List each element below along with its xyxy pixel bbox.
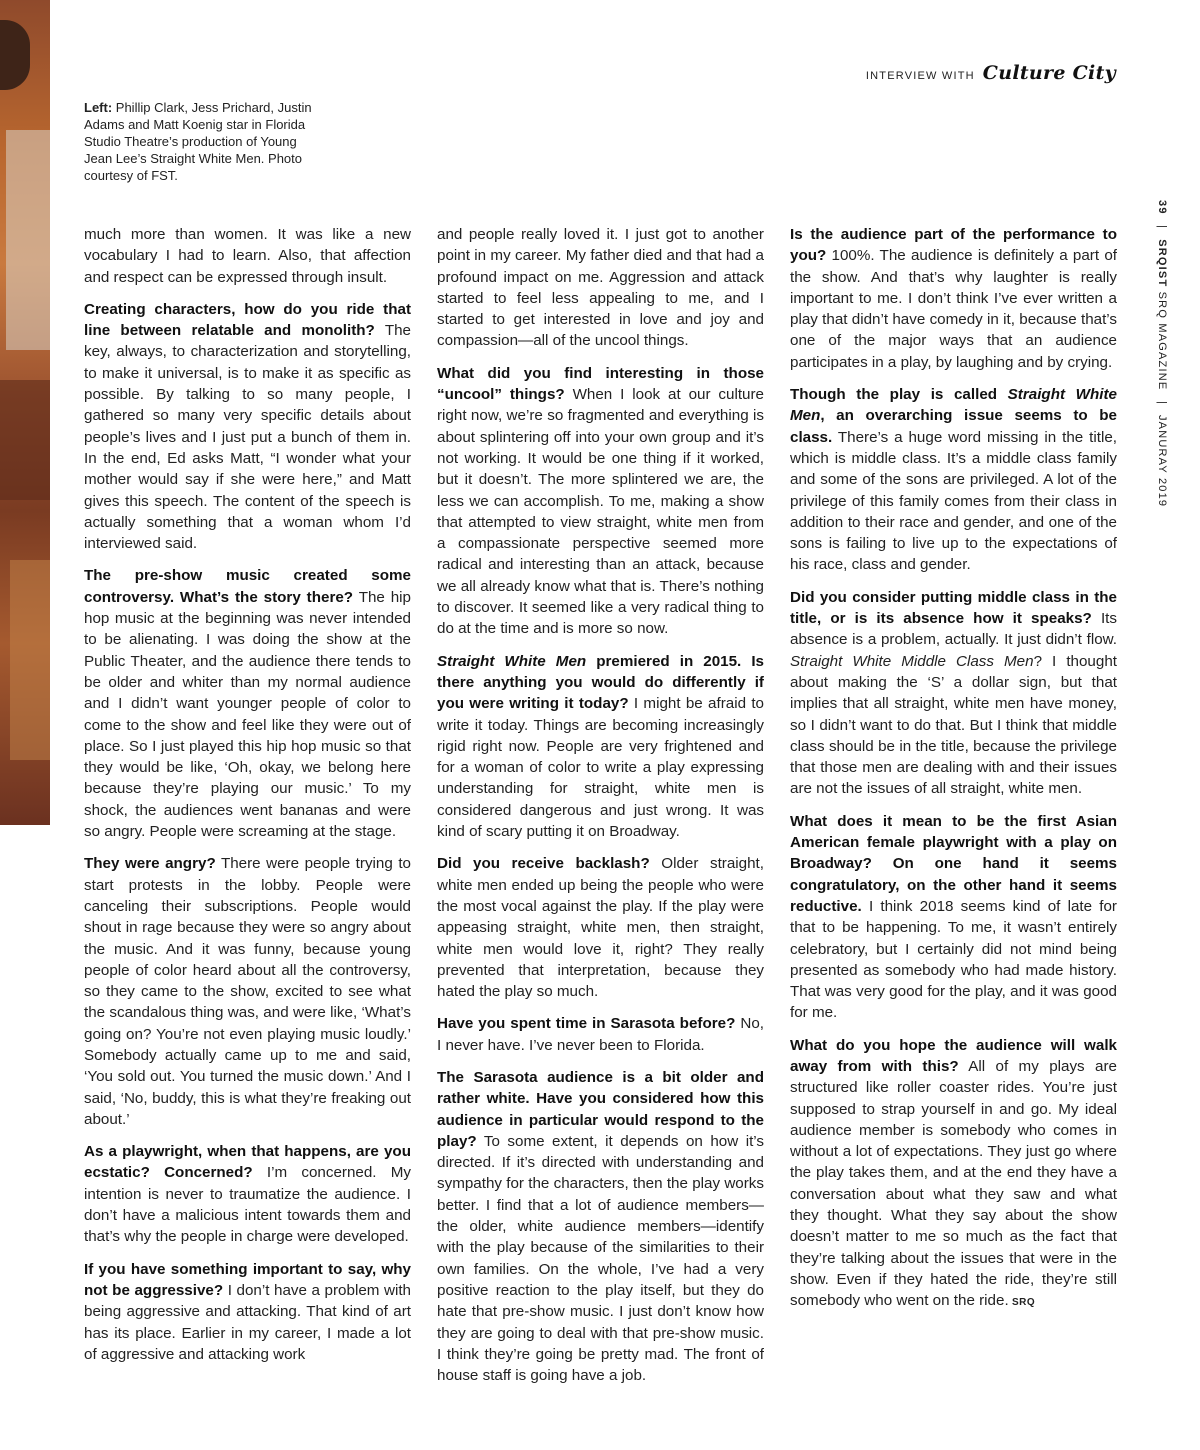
question-text: Though the play is called (790, 386, 1008, 404)
qa-paragraph (84, 853, 411, 1130)
answer-text: All of my plays are structured like roller coaster rides. You’re just supposed to strap yourself in and go. My ideal audience member is somebody who comes in without a lot of expectations. They just go where the play takes them, and at the end they have a conversation about what they saw and what they thought. What they say about the show doesn’t matter to me so much as the fact that they’re talking about the issues that were in the show. Even if they hated the ride, they’re still somebody who went on the ride. (790, 1057, 1117, 1310)
answer-text: and people really loved it. I just got to another point in my career. My father died and that had a profound impact on me. Aggression and attack started to feel less appealing to me, and I started to get interested in love and joy and compassion—all of the uncool things. (437, 226, 764, 350)
folio-magazine: SRQ MAGAZINE (1156, 287, 1168, 395)
qa-paragraph (84, 565, 411, 842)
caption-label: Left: (84, 100, 113, 115)
answer-text: I think 2018 seems kind of late for that to be happening. To me, it wasn’t entirely celebratory, but I certainly did not mind being presented as somebody who had made history. That was very good for the play, and it was good for me. (790, 897, 1117, 1022)
answer-text: There were people trying to start protests in the lobby. People were canceling their subscriptions. People would shout in rage because they were so angry about the music. And it was funny, because young people of color heard about all the controversy, so they came to the show, excited to see what the scandalous thing was, and were like, ‘What’s going on? You’re not even playing music loudly.’ Somebody actually came up to me and said, ‘You sold out. You turned the music down.’ And I said, ‘No, buddy, this is what they’re freaking out about.’ (84, 855, 411, 1128)
caption-text: Phillip Clark, Jess Prichard, Justin Adams and Matt Koenig star in Florida Studio Theatre’s production of Young Jean Lee’s Straight White Men. Photo courtesy of FST. (84, 100, 312, 183)
qa-paragraph (84, 1141, 411, 1247)
answer-text: much more than women. It was like a new vocabulary I had to learn. Also, that affection and respect can be expressed through insult. (84, 226, 411, 286)
qa-paragraph (437, 853, 764, 1002)
srq-signoff: SRQ (1008, 1297, 1036, 1309)
photo-edge (0, 0, 50, 825)
qa-paragraph (790, 1035, 1117, 1314)
question: If you have something important to say, why not be aggressive? (84, 1260, 411, 1299)
answer-text: To some extent, it depends on how it’s directed. If it’s directed with understanding and sympathy for the characters, then the play works better. I find that a lot of audience members—the older, white audience members—identify with the play because of the similarities to their own families. On the whole, I’ve had a very positive reaction to the play itself, but they do hate that pre-show music. I just don’t know how they are going to deal with that pre-show music. I think they’re going be pretty mad. The front of house staff is going have a job. (437, 1132, 764, 1385)
paragraph (437, 224, 764, 352)
answer-text: Older straight, white men ended up being the people who were the most vocal against the play. If the play were appeasing straight, white men, then straight, white men would love it, right? They really prevented that interpretation, because they hated the play so much. (437, 855, 764, 1001)
photo-caption (84, 99, 314, 184)
answer-text: I’m concerned. My intention is never to traumatize the audience. I don’t have a malicious intent towards them and that’s why the people in charge were developed. (84, 1164, 412, 1246)
qa-paragraph (84, 299, 411, 555)
folio-section: SRQIST (1156, 239, 1168, 288)
alt-title: Straight White Middle Class Men (790, 652, 1034, 670)
answer-text: No, I never have. I’ve never been to Florida. (437, 1015, 764, 1054)
question: As a playwright, when that happens, are you ecstatic? Concerned? (84, 1143, 411, 1182)
play-title: Straight White Men (437, 652, 587, 670)
photo-shape (0, 20, 30, 90)
question: What do you hope the audience will walk away from with this? (790, 1036, 1117, 1075)
answer-text: 100%. The audience is definitely a part of the show. And that’s why laughter is really important to me. I don’t think I’ve ever written a play that didn’t have comedy in it, because that’s one of the major ways that an audience participates in a play, by laughing and by crying. (790, 247, 1117, 371)
answer-text: The key, always, to characterization and storytelling, to make it universal, is to make it as specific as possible. By talking to so many people, I gathered so many very specific details about people’s lives and I just put a bunch of them in. In the end, Ed asks Matt, “I wonder what your mother would say if she were here,” and Matt gives this speech. The content of the speech is actually something that a woman whom I’d interviewed said. (84, 322, 411, 553)
question: Creating characters, how do you ride that line between relatable and monolith? (84, 300, 411, 340)
answer-text: ? I thought about making the ‘S’ a dollar sign, but that implies that all straight, white men have money, so I didn’t want to do that. But I think that middle class should be in the title, because the privilege that those men are dealing with and their issues are not the issues of all straight, white men. (790, 652, 1117, 798)
question: What does it mean to be the first Asian American female playwright with a play on Broadway? On one hand it seems congratulatory, on the other hand it seems reductive. (790, 812, 1117, 915)
header-brand: Culture City (982, 62, 1116, 84)
photo-shape (0, 380, 50, 500)
qa-paragraph (790, 384, 1117, 576)
page-folio (1148, 200, 1168, 507)
paragraph (84, 224, 411, 288)
answer-text: The hip hop music at the beginning was never intended to be alienating. I was doing the show at the Public Theater, and the audience there tends to be older and whiter than my normal audience and I didn’t want younger people of color to come to the show and feel like they were out of place. So I just played this hip hop music so that they would be like, ‘Oh, okay, we belong here because they’re playing our music.’ To my shock, the audiences went bananas and were so angry. People were screaming at the stage. (84, 588, 412, 841)
question-text: premiered in 2015. Is there anything you would do differently if you were writing it today? (437, 652, 764, 713)
play-title: Straight White Men (790, 386, 1118, 425)
article-column-3 (790, 224, 1117, 1325)
answer-text: There’s a huge word missing in the title, which is middle class. It’s a middle class family and some of the sons are privileged. A lot of the privilege of this family comes from their class in addition to their race and gender, and one of the sons is failing to live up to the expectations of his race, class and gender. (790, 428, 1117, 574)
qa-paragraph (437, 651, 764, 843)
question: They were angry? (84, 855, 216, 873)
folio-separator: | (1156, 224, 1168, 229)
question: Did you receive backlash? (437, 855, 650, 873)
answer-text: I don’t have a problem with being aggressive and attacking. That kind of art has its place. Earlier in my career, I made a lot of aggressive and attacking work (84, 1281, 412, 1363)
question: Have you spent time in Sarasota before? (437, 1015, 736, 1033)
header-kicker: INTERVIEW WITH (865, 70, 975, 82)
question: Is the audience part of the performance to you? (790, 226, 1117, 265)
question: The Sarasota audience is a bit older and rather white. Have you considered how this audience in particular would respond to the play? (437, 1068, 764, 1150)
article-column-1 (84, 224, 411, 1376)
qa-paragraph (437, 1013, 764, 1056)
section-header (866, 62, 1116, 84)
qa-paragraph (790, 811, 1117, 1024)
photo-shape (10, 560, 50, 760)
folio-issue: JANURAY 2019 (1156, 410, 1168, 508)
qa-paragraph (437, 1067, 764, 1386)
qa-paragraph (84, 1259, 411, 1365)
question: What did you find interesting in those “uncool” things? (437, 364, 764, 404)
qa-paragraph (790, 224, 1117, 373)
question: Did you consider putting middle class in the title, or is its absence how it speaks? (790, 588, 1117, 628)
answer-text: Its absence is a problem, actually. It just didn’t flow. (790, 610, 1117, 649)
answer-text: I might be afraid to write it today. Things are becoming increasingly rigid right now. People are very frightened and for a woman of color to write a play expressing understanding for straight, white men is considered dangerous and just wrong. It was kind of scary putting it on Broadway. (437, 695, 764, 841)
qa-paragraph (437, 363, 764, 640)
question-text: , an overarching issue seems to be class. (790, 407, 1117, 446)
folio-separator: | (1156, 400, 1168, 405)
page-number: 39 (1156, 200, 1168, 215)
article-column-2 (437, 224, 764, 1397)
answer-text: When I look at our culture right now, we’re so fragmented and everything is about splintering off into your own group and it’s not working. It would be one thing if it worked, but it doesn’t. The more splintered we are, the less we can accomplish. To me, making a show that attempted to view straight, white men from a compassionate perspective seemed more radical and interesting than an attack, because we all already know what that is. There’s nothing to discover. It seemed like a very radical thing to do at the time and is more so now. (437, 386, 764, 638)
photo-shape (6, 130, 50, 350)
qa-paragraph (790, 587, 1117, 800)
question: The pre-show music created some controversy. What’s the story there? (84, 567, 411, 606)
